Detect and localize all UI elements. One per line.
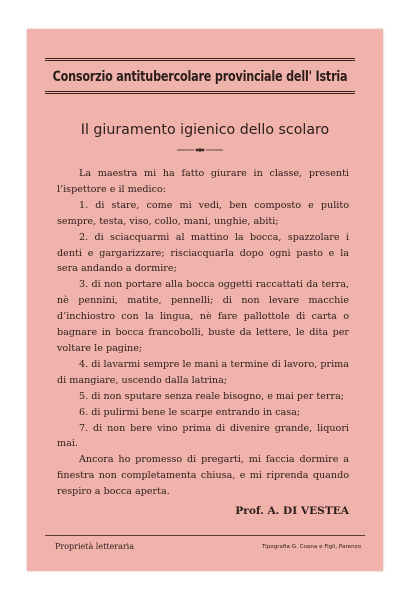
oath-item: 7. di non bere vino prima di divenire grande, liquori mai.	[57, 422, 349, 450]
ornament-divider	[177, 147, 223, 153]
oath-closing: Ancora ho promesso di pregarti, mi faccia dormire a finestra non completamenta chiusa, e mi riprenda quando respiro a bocca aperta.	[57, 454, 349, 498]
copyright-note: Proprietà letteraria	[55, 542, 134, 551]
oath-item: 2. di sciacquarmi al mattino la bocca, spazzolare i denti e gargarizzare; risciacquarla dopo ogni pasto e la sera andando a dormire;	[57, 231, 349, 275]
leaflet-card	[27, 29, 383, 571]
oath-item: 5. di non sputare senza reale bisogno, e mai per terra;	[79, 390, 345, 402]
oath-text	[57, 166, 349, 500]
author-signature: Prof. A. DI VESTEA	[235, 505, 349, 517]
header-banner	[45, 58, 355, 94]
printer-credit: Tipografia G. Coana e Figli, Parenzo	[261, 544, 361, 550]
oath-item: 6. di pulirmi bene le scarpe entrando in casa;	[79, 406, 301, 418]
oath-item: 1. di stare, come mi vedi, ben composto e pulito sempre, testa, viso, collo, mani, unghie, abiti;	[57, 199, 349, 227]
header-title: Consorzio antitubercolare provinciale dell' Istria	[52, 67, 348, 85]
footer-rule	[45, 535, 365, 536]
oath-intro: La maestra mi ha fatto giurare in classe, presenti l’ispettore e il medico:	[57, 168, 349, 195]
page-title: Il giuramento igienico dello scolaro	[80, 122, 330, 138]
oath-item: 3. di non portare alla bocca oggetti raccattati da terra, nè pennini, matite, pennelli; di non levare macchie d’inchiostro con la lingua, nè fare pallottole di carta o bagnare in bocca francobolli, buste da lettere, le dita per voltare le pagine;	[57, 279, 349, 354]
oath-item: 4. di lavarmi sempre le mani a termine di lavoro, prima di mangiare, uscendo dalla latrina;	[57, 358, 349, 386]
